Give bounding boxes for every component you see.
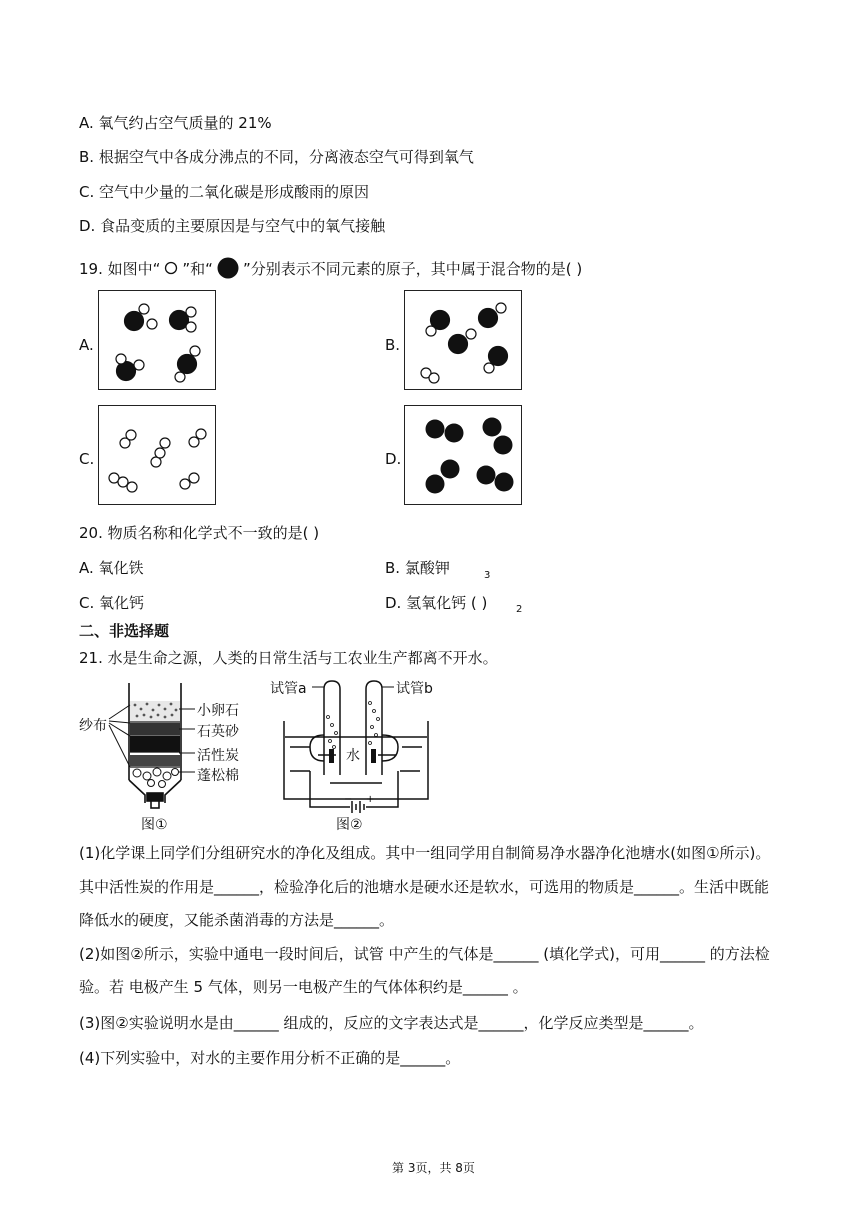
label-gauze: 纱布 <box>79 718 107 734</box>
question-21-stem: 21. 水是生命之源，人类的日常生活与工农业生产都离不开水。 <box>79 649 498 667</box>
label-quartz: 石英砂 <box>197 724 239 740</box>
option-20-d-subscript: 2 <box>516 604 523 615</box>
q21-part3: (3)图②实验说明水是由______ 组成的，反应的文字表达式是______，化学反应类型是______。 <box>79 1014 704 1032</box>
svg-text:−: − <box>344 794 353 805</box>
label-pebbles: 小卵石 <box>197 703 239 719</box>
q19-label-a: A. <box>79 336 94 354</box>
q19-diagram-c <box>98 405 216 505</box>
page-footer: 第 3页，共 8页 <box>392 1161 475 1175</box>
label-tube-a: 试管a <box>270 681 307 697</box>
option-18-d: D. 食品变质的主要原因是与空气中的氧气接触 <box>79 217 386 235</box>
q21-part1-line3: 降低水的硬度，又能杀菌消毒的方法是______。 <box>79 911 395 929</box>
white-atom-icon <box>163 260 179 276</box>
figure-2-caption: 图② <box>336 817 363 833</box>
figure-2-electrolysis <box>270 675 445 835</box>
label-tube-b: 试管b <box>396 681 433 697</box>
q21-part1-line1: (1)化学课上同学们分组研究水的净化及组成。其中一组同学用自制简易净水器净化池塘水(如图①所示)。 <box>79 844 771 862</box>
figure-1-water-purifier <box>79 675 249 835</box>
question-19-stem <box>79 256 582 280</box>
svg-text:+: + <box>366 794 375 805</box>
q19-label-b: B. <box>385 336 401 354</box>
label-water: 水 <box>346 748 360 764</box>
q19-diagram-a <box>98 290 216 390</box>
q19-stem-part3: ”分别表示不同元素的原子，其中属于混合物的是( ) <box>242 260 583 278</box>
figure-1-caption: 图① <box>141 817 168 833</box>
label-carbon: 活性炭 <box>197 748 239 764</box>
option-20-a: A. 氧化铁 <box>79 559 144 577</box>
label-cotton: 蓬松棉 <box>197 768 239 784</box>
q19-label-d: D. <box>385 450 402 468</box>
option-20-c: C. 氧化钙 <box>79 594 145 612</box>
option-20-d: D. 氢氧化钙 ( ) <box>385 594 488 612</box>
option-18-b: B. 根据空气中各成分沸点的不同，分离液态空气可得到氧气 <box>79 148 474 166</box>
q19-stem-part2: ”和“ <box>182 260 213 278</box>
q19-stem-part1: 19. 如图中“ <box>79 260 161 278</box>
option-18-c: C. 空气中少量的二氧化碳是形成酸雨的原因 <box>79 183 370 201</box>
q19-diagram-d <box>404 405 522 505</box>
q21-part2-line2: 验。若 电极产生 5 气体，则另一电极产生的气体体积约是______ 。 <box>79 978 528 996</box>
q19-label-c: C. <box>79 450 95 468</box>
option-20-b: B. 氯酸钾 <box>385 559 450 577</box>
black-atom-icon <box>216 256 240 280</box>
option-18-a: A. 氧气约占空气质量的 21% <box>79 114 272 132</box>
q21-part1-line2: 其中活性炭的作用是______，检验净化后的池塘水是硬水还是软水，可选用的物质是______。生活中既能 <box>79 878 770 896</box>
q21-part4: (4)下列实验中，对水的主要作用分析不正确的是______。 <box>79 1049 461 1067</box>
question-20-stem: 20. 物质名称和化学式不一致的是( ) <box>79 524 320 542</box>
option-20-b-subscript: 3 <box>484 570 491 581</box>
q21-part2-line1: (2)如图②所示，实验中通电一段时间后，试管 中产生的气体是______ (填化学式)，可用______ 的方法检 <box>79 945 770 963</box>
q19-diagram-b <box>404 290 522 390</box>
section-title: 二、非选择题 <box>79 622 170 640</box>
